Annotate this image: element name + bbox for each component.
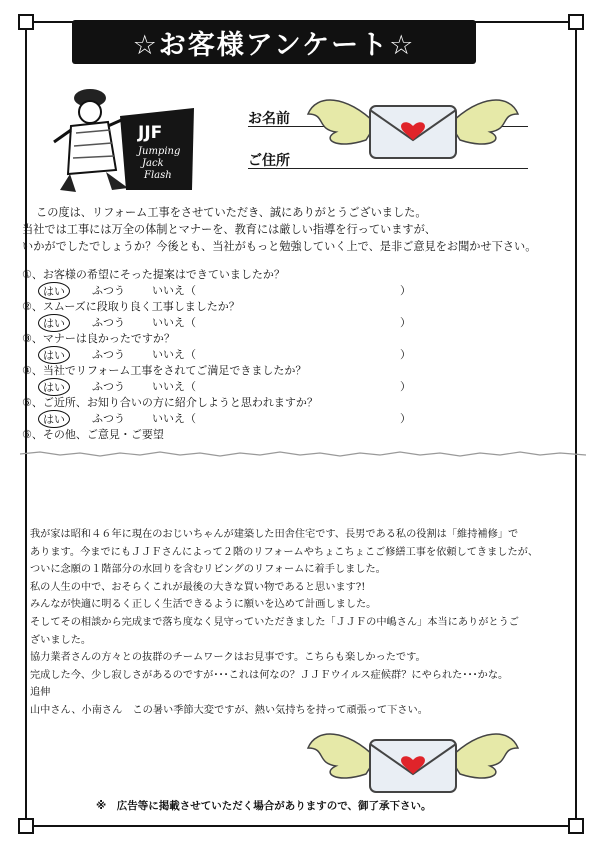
question-text: スムーズに段取り良く工事しましたか？ [42, 300, 240, 313]
close-paren: ） [400, 348, 411, 361]
close-paren: ） [400, 284, 411, 297]
option-neutral[interactable]: ふつう [92, 316, 125, 329]
option-no[interactable]: いいえ（ [152, 380, 196, 393]
question-number: ⑤、 [22, 396, 43, 409]
option-no[interactable]: いいえ（ [152, 316, 196, 329]
option-neutral[interactable]: ふつう [92, 284, 125, 297]
corner-ornament [18, 818, 34, 834]
question-row [22, 394, 318, 410]
logo-tagline-line: Jack [142, 158, 164, 169]
question-text: 当社でリフォーム工事をされてご満足できましたか？ [42, 364, 307, 377]
option-no[interactable]: いいえ（ [152, 284, 196, 297]
winged-envelope-icon [306, 718, 520, 802]
comment-line: 完成した今、少し寂しさがあるのですが･･･これは何なの？ＪＪＦウイルス症候群？にやられた･･･かな。 [30, 669, 509, 681]
question-row [22, 330, 175, 346]
comment-line: ついに念願の１階部分の水回りを含むリビングのリフォームに着手しました。 [30, 564, 386, 576]
customer-comment [30, 526, 578, 720]
question-row [22, 362, 306, 378]
question-row [22, 426, 164, 442]
comment-line: みんなが快適に明るく正しく生活できるように願いを込めて計画しました。 [30, 599, 377, 611]
question-text: マナーは良かったですか？ [42, 332, 175, 345]
page-title: ☆お客様アンケート☆ [72, 20, 476, 64]
question-text: その他、ご意見・ご要望 [42, 428, 164, 441]
option-no[interactable]: いいえ（ [152, 348, 196, 361]
option-neutral[interactable]: ふつう [92, 412, 125, 425]
question-number: ③、 [22, 332, 43, 345]
comment-line: そしてその相談から完成まで落ち度なく見守っていただきました「ＪＪＦの中嶋さん」本当にありがとうご [30, 616, 519, 628]
logo-tagline-line: Jumping [138, 146, 181, 157]
intro-line: 当社では工事には万全の体制とマナーを、教育には厳しい指導を行っていますが、 [22, 223, 436, 236]
close-paren: ） [400, 412, 411, 425]
comment-line: ざいました。 [30, 634, 92, 646]
question-row [22, 266, 285, 282]
close-paren: ） [400, 380, 411, 393]
address-field-line[interactable] [248, 168, 528, 169]
jjf-mascot-logo [46, 78, 196, 198]
question-number: ②、 [22, 300, 43, 313]
paper-tear-edge [20, 450, 586, 458]
comment-line: 山中さん、小南さん この暑い季節大変ですが、熱い気持ちを持って頑張って下さい。 [30, 704, 428, 716]
close-paren: ） [400, 316, 411, 329]
comment-line: 私の人生の中で、おそらくこれが最後の大きな買い物であると思います?! [30, 581, 366, 593]
intro-text [22, 204, 582, 255]
question-number: ⑥、 [22, 428, 43, 441]
question-row [22, 298, 240, 314]
footer-note: ※ 広告等に掲載させていただく場合がありますので、御了承下さい。 [96, 800, 432, 812]
option-neutral[interactable]: ふつう [92, 348, 125, 361]
comment-line: あります。今までにもＪＪＦさんによって２階のリフォームやちょこちょこご修繕工事を依頼してきましたが、 [30, 546, 539, 558]
question-text: お客様の希望にそった提案はできていましたか？ [42, 268, 285, 281]
name-label: お名前 [248, 111, 290, 127]
intro-line: いかがでしたでしょうか？今後とも、当社がもっと勉強していく上で、是非ご意見をお聞かせ下さい。 [22, 240, 537, 253]
option-no[interactable]: いいえ（ [152, 412, 196, 425]
option-yes[interactable]: はい [38, 346, 70, 364]
winged-envelope-icon [306, 84, 520, 168]
comment-line: 協力業者さんの方々との抜群のチームワークはお見事です。こちらも楽しかったです。 [30, 652, 426, 664]
address-label: ご住所 [248, 153, 290, 169]
comment-line: 追伸 [30, 687, 51, 699]
corner-ornament [568, 14, 584, 30]
option-neutral[interactable]: ふつう [92, 380, 125, 393]
question-number: ①、 [22, 268, 43, 281]
logo-brand: JJF [138, 123, 163, 143]
corner-ornament [18, 14, 34, 30]
question-text: ご近所、お知り合いの方に紹介しようと思われますか？ [42, 396, 318, 409]
question-number: ④、 [22, 364, 43, 377]
option-yes[interactable]: はい [38, 378, 70, 396]
option-yes[interactable]: はい [38, 282, 70, 300]
option-yes[interactable]: はい [38, 410, 70, 428]
intro-line: この度は、リフォーム工事をさせていただき、誠にありがとうございました。 [36, 206, 427, 219]
logo-tagline-line: Flash [144, 170, 172, 181]
corner-ornament [568, 818, 584, 834]
option-yes[interactable]: はい [38, 314, 70, 332]
comment-line: 我が家は昭和４６年に現在のおじいちゃんが建築した田舎住宅です、長男である私の役割は「維持補修」で [30, 529, 519, 540]
